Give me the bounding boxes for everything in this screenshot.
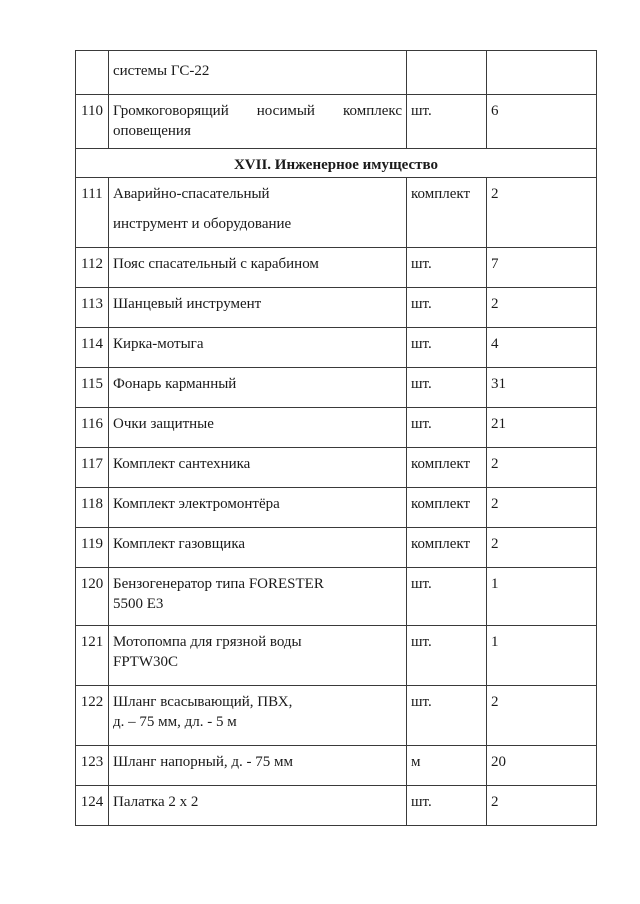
table-row xyxy=(76,95,597,149)
row-name-line1: Палатка 2 х 2 xyxy=(113,794,199,810)
row-unit: шт. xyxy=(407,786,487,826)
row-name-line1: Шланг всасывающий, ПВХ, xyxy=(113,694,293,710)
row-name-cell xyxy=(109,178,407,248)
row-qty: 1 xyxy=(487,568,597,626)
row-unit: комплект xyxy=(407,488,487,528)
row-number: 120 xyxy=(76,568,109,626)
table-row xyxy=(76,408,597,448)
row-number: 111 xyxy=(76,178,109,248)
row-unit: шт. xyxy=(407,95,487,149)
row-name-cell xyxy=(109,686,407,746)
row-unit-cell xyxy=(407,51,487,95)
row-unit: шт. xyxy=(407,328,487,368)
row-qty: 2 xyxy=(487,448,597,488)
table-row xyxy=(76,786,597,826)
row-unit: шт. xyxy=(407,686,487,746)
row-number: 121 xyxy=(76,626,109,686)
row-qty-cell xyxy=(487,51,597,95)
row-name-line1: Бензогенератор типа FORESTER xyxy=(113,576,324,592)
row-qty: 2 xyxy=(487,528,597,568)
table-row xyxy=(76,288,597,328)
row-qty: 2 xyxy=(487,786,597,826)
row-number: 110 xyxy=(76,95,109,149)
row-unit: шт. xyxy=(407,568,487,626)
row-name-cell xyxy=(109,488,407,528)
row-number: 118 xyxy=(76,488,109,528)
table-row xyxy=(76,746,597,786)
row-qty: 2 xyxy=(487,488,597,528)
row-qty: 1 xyxy=(487,626,597,686)
row-name-line1: Комплект газовщика xyxy=(113,536,246,552)
row-name-line1: Громкоговорящий носимый комплекс xyxy=(113,103,402,119)
row-qty: 2 xyxy=(487,686,597,746)
row-qty: 2 xyxy=(487,178,597,248)
row-name-cell xyxy=(109,448,407,488)
inventory-table xyxy=(75,50,597,826)
row-name-line1: Комплект электромонтёра xyxy=(113,496,280,512)
table-row xyxy=(76,626,597,686)
row-name-line1: Шланг напорный, д. - 75 мм xyxy=(113,754,293,770)
row-name-line1: Аварийно-спасательный xyxy=(113,186,270,202)
row-qty: 20 xyxy=(487,746,597,786)
row-name-line1: Мотопомпа для грязной воды xyxy=(113,634,302,650)
row-name-line2: 5500 E3 xyxy=(113,596,164,612)
table-row xyxy=(76,368,597,408)
row-name-cell xyxy=(109,626,407,686)
row-unit: комплект xyxy=(407,528,487,568)
row-name-line1: Фонарь карманный xyxy=(113,376,237,392)
row-unit: шт. xyxy=(407,368,487,408)
table-row xyxy=(76,686,597,746)
row-unit: шт. xyxy=(407,408,487,448)
row-unit: комплект xyxy=(407,448,487,488)
row-name-line2: оповещения xyxy=(113,123,191,139)
row-name-line1: Шанцевый инструмент xyxy=(113,296,262,312)
row-name-cell xyxy=(109,248,407,288)
row-qty: 4 xyxy=(487,328,597,368)
row-unit: шт. xyxy=(407,288,487,328)
row-name-cell xyxy=(109,51,407,95)
table-row xyxy=(76,328,597,368)
table-row-continuation xyxy=(76,51,597,95)
table-row xyxy=(76,528,597,568)
row-number: 117 xyxy=(76,448,109,488)
row-qty: 21 xyxy=(487,408,597,448)
row-number: 124 xyxy=(76,786,109,826)
row-name-line2: д. – 75 мм, дл. - 5 м xyxy=(113,714,237,730)
row-number: 112 xyxy=(76,248,109,288)
row-name-cell xyxy=(109,95,407,149)
row-qty: 6 xyxy=(487,95,597,149)
row-unit: м xyxy=(407,746,487,786)
row-name: системы ГС-22 xyxy=(113,63,210,79)
row-unit: шт. xyxy=(407,248,487,288)
row-name-cell xyxy=(109,528,407,568)
row-name-line1: Очки защитные xyxy=(113,416,214,432)
row-number: 116 xyxy=(76,408,109,448)
row-name-cell xyxy=(109,328,407,368)
row-qty: 2 xyxy=(487,288,597,328)
table-row xyxy=(76,178,597,248)
row-number: 123 xyxy=(76,746,109,786)
table-row xyxy=(76,448,597,488)
row-name-line2: FPTW30C xyxy=(113,654,179,670)
row-number: 113 xyxy=(76,288,109,328)
row-name-line1: Кирка-мотыга xyxy=(113,336,204,352)
row-name-cell xyxy=(109,568,407,626)
row-number: 122 xyxy=(76,686,109,746)
row-name-line1: Пояс спасательный с карабином xyxy=(113,256,319,272)
row-number-cell xyxy=(76,51,109,95)
row-number: 115 xyxy=(76,368,109,408)
row-number: 119 xyxy=(76,528,109,568)
table-row xyxy=(76,488,597,528)
row-name-line2: инструмент и оборудование xyxy=(113,216,292,232)
row-name-cell xyxy=(109,746,407,786)
section-header-row xyxy=(76,149,597,178)
row-name-cell xyxy=(109,786,407,826)
row-unit: шт. xyxy=(407,626,487,686)
table-row xyxy=(76,248,597,288)
row-qty: 7 xyxy=(487,248,597,288)
row-name-cell xyxy=(109,288,407,328)
section-title: XVII. Инженерное имущество xyxy=(76,149,597,178)
row-name-line1: Комплект сантехника xyxy=(113,456,251,472)
row-unit: комплект xyxy=(407,178,487,248)
row-number: 114 xyxy=(76,328,109,368)
row-name-cell xyxy=(109,408,407,448)
row-qty: 31 xyxy=(487,368,597,408)
table-body-rows xyxy=(76,178,597,826)
row-name-cell xyxy=(109,368,407,408)
table-row xyxy=(76,568,597,626)
